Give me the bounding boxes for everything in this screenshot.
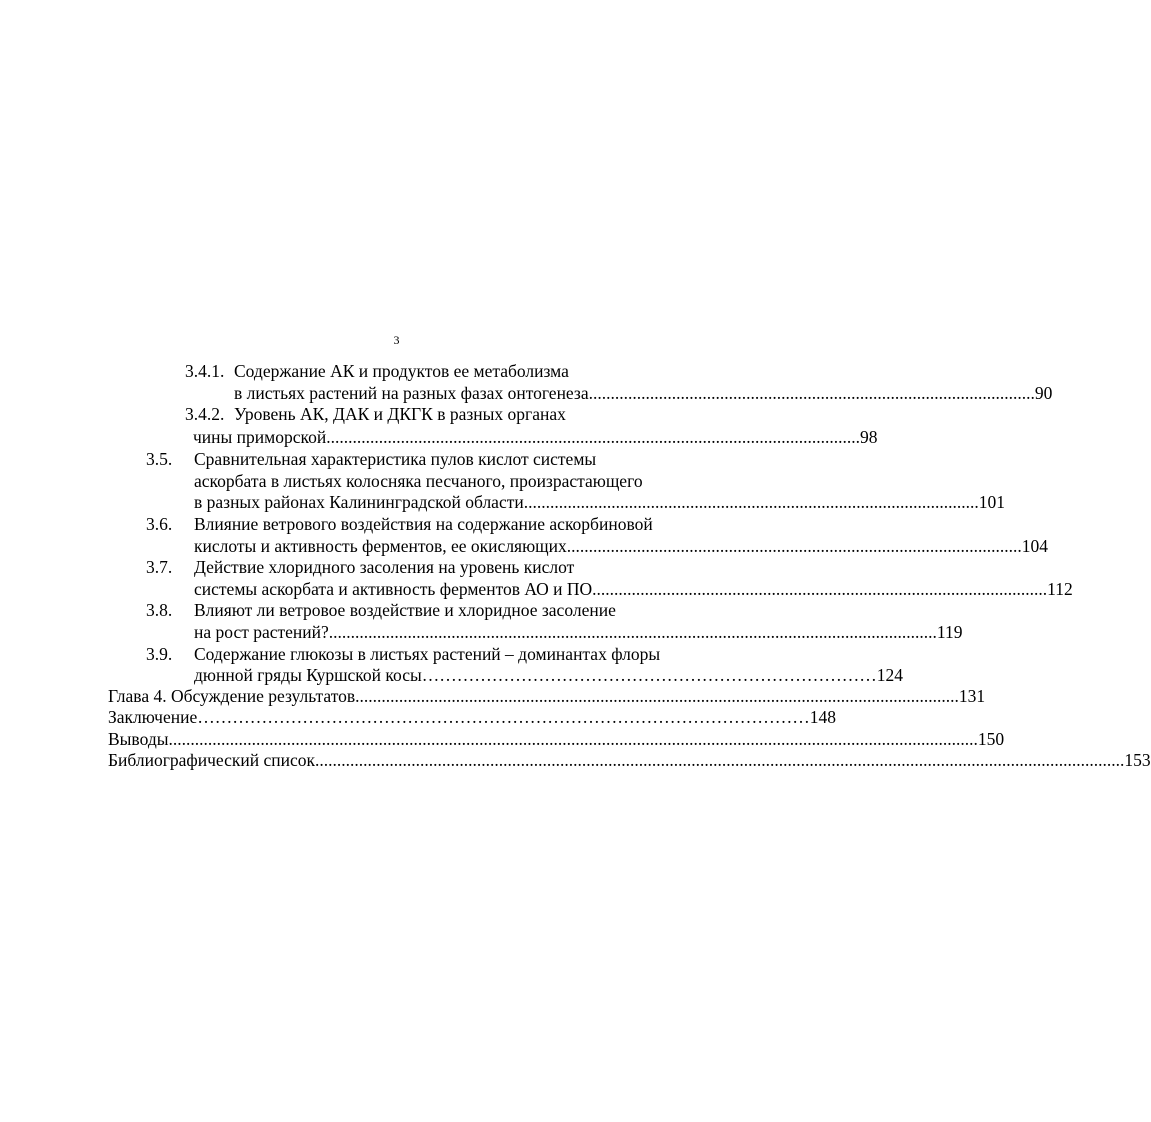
toc-entry-continuation [194, 471, 725, 492]
toc-page-number: 98 [859, 427, 878, 447]
page-number: 3 [393, 333, 400, 347]
toc-entry-continuation [194, 492, 1005, 513]
toc-entry-title: на рост растений? [194, 622, 329, 642]
toc-entry-title: Глава 4. Обсуждение результатов [108, 686, 356, 706]
dot-leader: ........................................................................................................................................... [328, 622, 937, 642]
toc-entry-3-7 [146, 557, 725, 578]
dot-leader: ...................................................................................................... [588, 383, 1035, 403]
toc-page-number: 148 [809, 707, 836, 727]
toc-entry-3-8 [146, 600, 731, 621]
toc-entry-title: Заключение [108, 707, 198, 727]
toc-entry-continuation [234, 383, 1053, 404]
toc-entry-continuation [194, 622, 963, 643]
toc-entry-3-6 [146, 514, 725, 535]
toc-entry-number: 3.4.1. [185, 361, 225, 381]
toc-entry-number: 3.5. [146, 449, 173, 469]
toc-entry-3-9 [146, 644, 725, 665]
toc-page-number: 90 [1034, 383, 1053, 403]
toc-page-number: 101 [978, 492, 1005, 512]
toc-entry-title: Влияют ли ветровое воздействие и хлоридное засоление [194, 600, 616, 620]
toc-entry-3-5 [146, 449, 725, 470]
dot-leader: .......................................................................................................................... [326, 427, 860, 447]
toc-entry-3-4-2 [185, 404, 715, 425]
toc-page-number: 153 [1124, 750, 1151, 770]
dot-leader: .......................................................................................................................................... [355, 686, 959, 706]
toc-entry-title: аскорбата в листьях колосняка песчаного, произрастающего [194, 471, 643, 491]
toc-entry-number: 3.7. [146, 557, 173, 577]
toc-entry-number: 3.8. [146, 600, 173, 620]
toc-entry-title: Содержание АК и продуктов ее метаболизма [234, 361, 569, 381]
toc-page-number: 131 [958, 686, 986, 706]
toc-entry-continuation [193, 427, 878, 448]
toc-entry-title: чины приморской [193, 427, 327, 447]
dot-leader: ........................................................................................................ [566, 536, 1022, 556]
dot-leader: …………………………………………………………………… [421, 665, 877, 685]
toc-entry-title: дюнной гряды Куршской косы [194, 665, 422, 685]
toc-entry-title: системы аскорбата и активность ферментов АО и ПО [194, 579, 593, 599]
toc-entry-number: 3.9. [146, 644, 173, 664]
toc-entry-chapter-4 [108, 686, 986, 707]
toc-entry-title: кислоты и активность ферментов, ее окисляющих [194, 536, 567, 556]
dot-leader: ........................................................................................................ [592, 579, 1048, 599]
toc-entry-continuation [194, 579, 1073, 600]
toc-page-number: 119 [936, 622, 963, 642]
toc-entry-number: 3.6. [146, 514, 173, 534]
toc-page-number: 112 [1047, 579, 1073, 599]
toc-entry-findings [108, 729, 1005, 750]
dot-leader: …………………………………………………………………………………………… [197, 707, 810, 727]
toc-entry-title: Действие хлоридного засоления на уровень кислот [194, 557, 575, 577]
toc-entry-number: 3.4.2. [185, 404, 225, 424]
toc-entry-conclusion [108, 707, 836, 728]
toc-entry-3-4-1 [185, 361, 715, 382]
toc-entry-continuation [194, 536, 1049, 557]
toc-entry-title: Влияние ветрового воздействия на содержание аскорбиновой [194, 514, 653, 534]
toc-entry-title: Уровень АК, ДАК и ДКГК в разных органах [234, 404, 566, 424]
toc-entry-bibliography [108, 750, 1151, 771]
dot-leader: ........................................................................................................ [523, 492, 979, 512]
dot-leader: ......................................................................................................................................................................................... [168, 729, 978, 749]
toc-entry-title: в листьях растений на разных фазах онтогенеза [234, 383, 589, 403]
toc-page-number: 104 [1021, 536, 1049, 556]
toc-entry-continuation [194, 665, 903, 686]
toc-page-number: 150 [977, 729, 1005, 749]
toc-page-number: 124 [876, 665, 903, 685]
dot-leader: ......................................................................................................................................................................................... [315, 750, 1125, 770]
toc-entry-title: Библиографический список [108, 750, 316, 770]
toc-entry-title: в разных районах Калининградской области [194, 492, 524, 512]
toc-entry-title: Выводы [108, 729, 169, 749]
toc-entry-title: Содержание глюкозы в листьях растений – доминантах флоры [194, 644, 661, 664]
toc-entry-title: Сравнительная характеристика пулов кислот системы [194, 449, 597, 469]
